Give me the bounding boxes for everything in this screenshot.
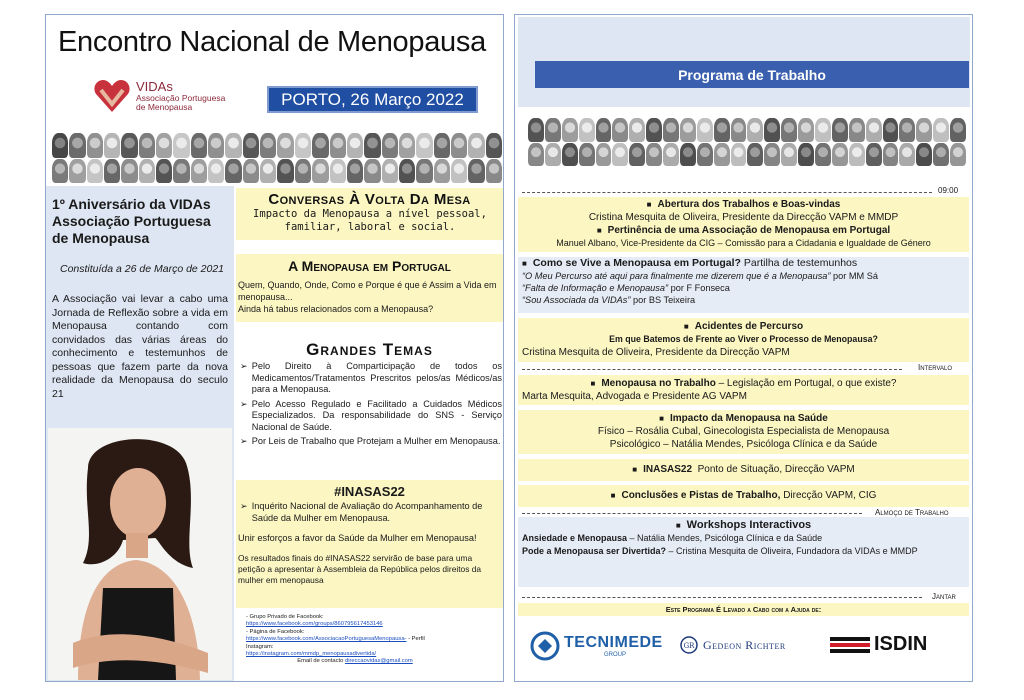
photo-tile: [680, 143, 696, 167]
time-start: 09:00: [938, 186, 959, 195]
photo-tile: [191, 133, 207, 158]
photo-tile: [277, 159, 293, 184]
photo-tile: [225, 133, 241, 158]
divider: [522, 513, 862, 514]
photo-tile: [468, 133, 484, 158]
inasas-results: Os resultados finais do #INASAS22 servirão de base para uma petição a apresentar à Assembleia da República pelos direitos da mulher em menopausa: [238, 553, 482, 585]
photo-tile: [899, 118, 915, 142]
photo-tile: [156, 159, 172, 184]
photo-tile: [646, 143, 662, 167]
photo-tile: [434, 133, 450, 158]
session-conclusions: ■ Conclusões e Pistas de Trabalho, Direcção VAPM, CIG: [518, 485, 969, 507]
photo-tile: [156, 133, 172, 158]
photo-tile: [562, 118, 578, 142]
photo-tile: [815, 118, 831, 142]
session-accidents: ■ Acidentes de Percurso Em que Batemos de Frente ao Viver o Processo de Menopausa? Cristina Mesquita de Oliveira, Presidente da Direcção VAPM: [518, 318, 969, 362]
photo-tile: [764, 143, 780, 167]
photo-tile: [579, 118, 595, 142]
divider: [522, 369, 902, 370]
logo-line2: de Menopausa: [136, 101, 193, 112]
photo-tile: [243, 159, 259, 184]
photo-tile: [731, 118, 747, 142]
photo-tile: [486, 133, 502, 158]
photo-tile: [545, 118, 561, 142]
photo-tile: [382, 159, 398, 184]
photo-tile: [295, 159, 311, 184]
photo-tile: [69, 133, 85, 158]
session-workshops: ■ Workshops Interactivos Ansiedade e Menopausa – Natália Mendes, Psicóloga Clínica e da Saúde Pode a Menopausa ser Divertida? – Cristina Mesquita de Oliveira, Fundadora da VIDAs e MMDP: [518, 517, 969, 587]
photo-tile: [764, 118, 780, 142]
photo-tile: [731, 143, 747, 167]
photo-tile: [579, 143, 595, 167]
photo-tile: [260, 159, 276, 184]
photo-tile: [451, 133, 467, 158]
photo-tile: [486, 159, 502, 184]
photo-tile: [883, 143, 899, 167]
temas-item: ➢ Pelo Direito à Comparticipação de todos os Medicamentos/Tratamentos Prescritos pelos/as Médicos/as para a Menopausa.: [240, 361, 502, 394]
photo-tile: [697, 143, 713, 167]
support-note: Este Programa É Levado a Cabo com a Ajuda de:: [518, 603, 969, 616]
divider: [522, 192, 932, 193]
photo-tile: [208, 159, 224, 184]
session-testimonies: ■ Como se Vive a Menopausa em Portugal? Partilha de testemunhos “O Meu Percurso até aqui para finalmente me dizerem que é a Menopausa” por MM Sá “Falta de Informação e Menopausa” por F Fonseca “Sou Associada da VIDAs” por BS Teixeira: [518, 257, 969, 313]
photo-tile: [798, 143, 814, 167]
contacts-block: - Grupo Privado de Facebook: https://www.facebook.com/groups/860795617453146 - Página de Facebook: https://www.facebook.com/AssociacaoPortuguesaMenopausa- - Perfil Instagram: https://instagram.com/mmdp_menopausadivertida/ Email de contacto direccaovidas@gmail.com: [246, 614, 504, 666]
email-link[interactable]: direccaovidas@gmail.com: [344, 658, 413, 665]
photo-tile: [697, 118, 713, 142]
photo-tile: [545, 143, 561, 167]
photo-tile: [629, 143, 645, 167]
photo-tile: [87, 133, 103, 158]
gedeon-logo: GR Gedeon Richter: [680, 636, 786, 654]
photo-tile: [173, 159, 189, 184]
photo-tile: [364, 133, 380, 158]
almoco-label: Almoço de Trabalho: [875, 508, 949, 517]
photo-strip-right: [528, 118, 966, 166]
svg-text:GR: GR: [683, 642, 695, 650]
photo-tile: [330, 159, 346, 184]
photo-tile: [747, 118, 763, 142]
photo-tile: [260, 133, 276, 158]
photo-tile: [714, 143, 730, 167]
conversas-title: Conversas À Volta Da Mesa: [268, 191, 471, 208]
temas-title: Grandes Temas: [306, 340, 433, 359]
photo-tile: [866, 143, 882, 167]
photo-tile: [680, 118, 696, 142]
portugal-text2: Ainda há tabus relacionados com a Menopausa?: [238, 304, 434, 314]
intervalo-label: Intervalo: [918, 363, 953, 372]
divider: [522, 597, 922, 598]
photo-tile: [399, 159, 415, 184]
inasas-box: [236, 480, 503, 608]
photo-tile: [191, 159, 207, 184]
photo-tile: [832, 118, 848, 142]
anniversary-heading: 1º Aniversário da VIDAs Associação Portuguesa de Menopausa: [52, 196, 211, 246]
photo-tile: [399, 133, 415, 158]
program-title: Programa de Trabalho: [535, 61, 969, 88]
photo-tile: [832, 143, 848, 167]
photo-tile: [781, 143, 797, 167]
photo-tile: [382, 133, 398, 158]
photo-tile: [347, 133, 363, 158]
photo-tile: [612, 118, 628, 142]
photo-tile: [364, 159, 380, 184]
photo-tile: [950, 118, 966, 142]
photo-tile: [596, 118, 612, 142]
photo-tile: [663, 143, 679, 167]
photo-tile: [139, 159, 155, 184]
session-inasas: ■ INASAS22 Ponto de Situação, Direcção VAPM: [518, 459, 969, 481]
photo-tile: [747, 143, 763, 167]
photo-tile: [562, 143, 578, 167]
portugal-text1: Quem, Quando, Onde, Como e Porque é que é Assim a Vida em menopausa...: [238, 280, 497, 302]
session-work: ■ Menopausa no Trabalho – Legislação em Portugal, o que existe? Marta Mesquita, Advogada e Presidente AG VAPM: [518, 375, 969, 405]
gedeon-icon: [680, 636, 698, 654]
photo-tile: [121, 133, 137, 158]
photo-tile: [173, 133, 189, 158]
photo-tile: [330, 133, 346, 158]
photo-tile: [104, 159, 120, 184]
photo-tile: [295, 133, 311, 158]
photo-tile: [347, 159, 363, 184]
vidas-logo: [86, 63, 228, 129]
photo-tile: [781, 118, 797, 142]
inasas-item: ➢ Inquérito Nacional de Avaliação do Acompanhamento de Saúde da Mulher em Menopausa.: [240, 501, 483, 523]
photo-tile: [866, 118, 882, 142]
inasas-title: #INASAS22: [334, 484, 405, 499]
photo-tile: [52, 133, 68, 158]
inasas-unite: Unir esforços a favor da Saúde da Mulher em Menopausa!: [238, 533, 477, 543]
founded-date: Constituída a 26 de Março de 2021: [60, 263, 225, 275]
photo-tile: [916, 143, 932, 167]
photo-tile: [312, 133, 328, 158]
tecnimede-logo: TECNIMEDE GROUP: [530, 626, 670, 666]
session-opening: ■ Abertura dos Trabalhos e Boas-vindas Cristina Mesquita de Oliveira, Presidente da Direcção VAPM e MMDP ■ Pertinência de uma Associação de Menopausa em Portugal Manuel Albano, Vice-Presidente da CIG – Comissão para a Cidadania e Igualdade de Género: [518, 197, 969, 252]
photo-tile: [312, 159, 328, 184]
photo-tile: [528, 118, 544, 142]
temas-item: ➢ Pelo Acesso Regulado e Facilitado a Cuidados Médicos Especializados. Da responsabilidade do SNS - Serviço Nacional de Saúde.: [240, 398, 502, 432]
photo-tile: [69, 159, 85, 184]
photo-tile: [451, 159, 467, 184]
temas-list: [240, 361, 502, 448]
facebook-group-link[interactable]: https://www.facebook.com/groups/860795617453146: [246, 621, 383, 628]
photo-tile: [849, 143, 865, 167]
photo-tile: [104, 133, 120, 158]
photo-tile: [933, 118, 949, 142]
isdin-logo: ISDIN: [830, 633, 927, 656]
temas-item: ➢ Por Leis de Trabalho que Protejam a Mulher em Menopausa.: [240, 436, 501, 446]
photo-tile: [121, 159, 137, 184]
photo-tile: [468, 159, 484, 184]
tecnimede-icon: [530, 631, 560, 661]
photo-tile: [243, 133, 259, 158]
photo-tile: [139, 133, 155, 158]
photo-tile: [434, 159, 450, 184]
photo-tile: [916, 118, 932, 142]
isdin-icon: [830, 634, 870, 656]
photo-strip-left: [52, 133, 502, 183]
photo-tile: [899, 143, 915, 167]
photo-tile: [416, 133, 432, 158]
photo-tile: [277, 133, 293, 158]
photo-tile: [528, 143, 544, 167]
heart-logo-icon: [92, 76, 132, 116]
photo-tile: [933, 143, 949, 167]
photo-tile: [416, 159, 432, 184]
anniversary-body: A Associação vai levar a cabo uma Jornada de Reflexão sobre a vida em Menopausa contando com convidados das várias áreas do conhecimento e testemunhos de pessoas que fazem parte da nova realidade da Menopausa do seculo 21: [52, 293, 228, 400]
instagram-link[interactable]: https://instagram.com/mmdp_menopausadivertida/: [246, 651, 377, 658]
logo-name: VIDAs: [136, 79, 173, 95]
photo-tile: [596, 143, 612, 167]
conversas-subtitle: Impacto da Menopausa a nível pessoal, familiar, laboral e social.: [253, 208, 487, 233]
photo-tile: [629, 118, 645, 142]
photo-tile: [52, 159, 68, 184]
photo-tile: [950, 143, 966, 167]
session-health: ■ Impacto da Menopausa na Saúde Físico – Rosália Cubal, Ginecologista Especialista de Menopausa Psicológico – Natália Mendes, Psicóloga Clínica e da Saúde: [518, 410, 969, 454]
photo-tile: [225, 159, 241, 184]
photo-tile: [798, 118, 814, 142]
woman-portrait: [48, 428, 232, 680]
photo-tile: [849, 118, 865, 142]
photo-tile: [208, 133, 224, 158]
logo-line1: Associação Portuguesa: [136, 92, 226, 103]
photo-tile: [714, 118, 730, 142]
facebook-page-link[interactable]: https://www.facebook.com/AssociacaoPortuguesaMenopausa-: [246, 636, 407, 643]
photo-tile: [612, 143, 628, 167]
portugal-title: A Menopausa em Portugal: [288, 258, 451, 274]
photo-tile: [883, 118, 899, 142]
photo-tile: [815, 143, 831, 167]
jantar-label: Jantar: [932, 592, 956, 601]
photo-tile: [663, 118, 679, 142]
page-title: Encontro Nacional de Menopausa: [58, 26, 486, 58]
photo-tile: [646, 118, 662, 142]
photo-tile: [87, 159, 103, 184]
date-banner: PORTO, 26 Março 2022: [267, 86, 478, 113]
